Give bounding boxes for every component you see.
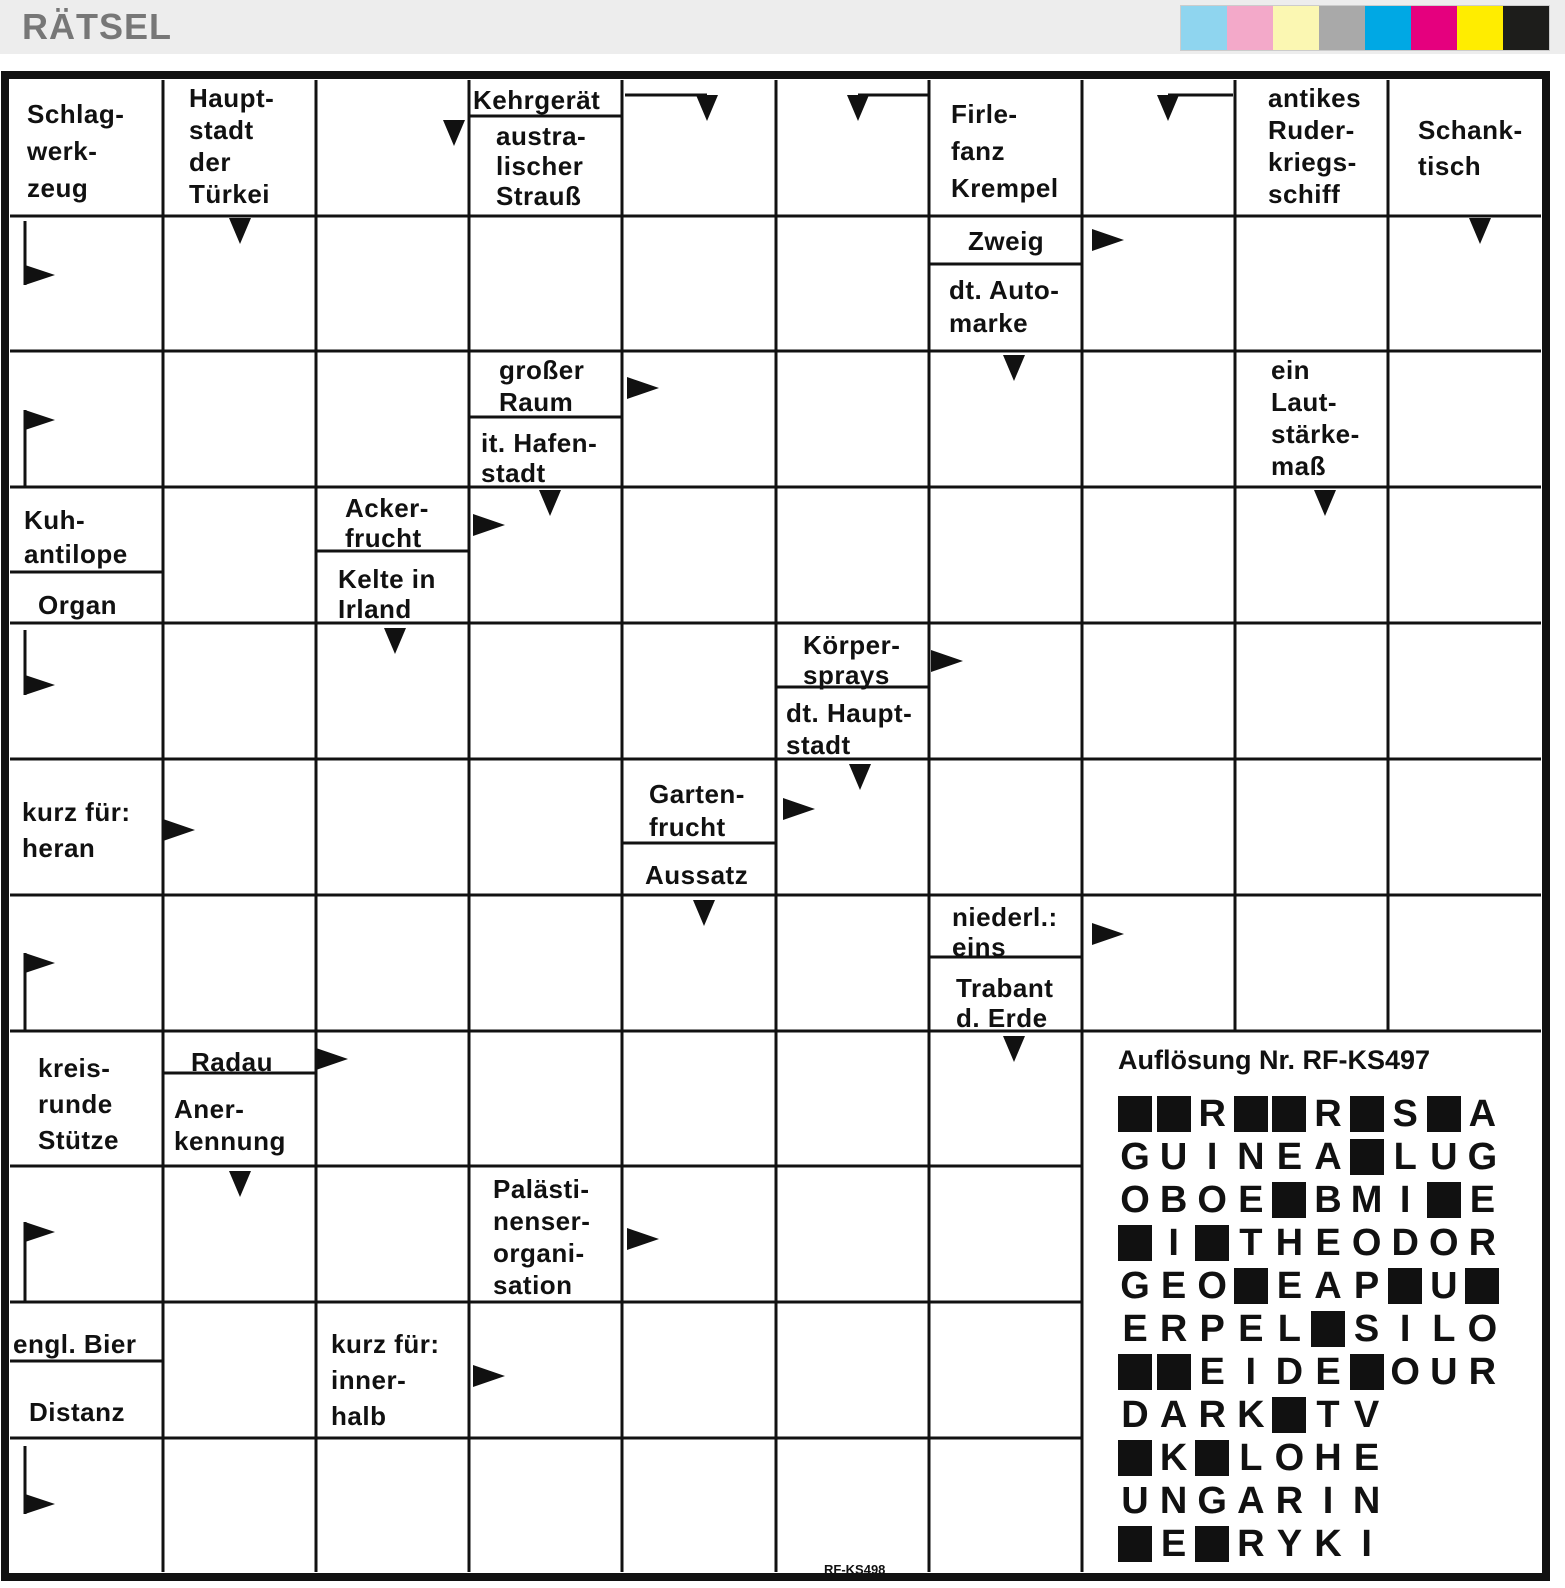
arrow-right-icon xyxy=(473,514,505,536)
solution-letter: R xyxy=(1468,1351,1497,1393)
solution-black-square xyxy=(1350,1139,1384,1175)
arrow-down-icon xyxy=(1314,490,1336,516)
solution-black-square xyxy=(1195,1526,1229,1562)
clue-palaestinenserorganisation: Palästi- nenser- organi- sation xyxy=(493,1174,591,1300)
clue-grosser-raum: großer Raum xyxy=(499,355,585,417)
solution-letter: U xyxy=(1430,1351,1458,1393)
solution-letter: A xyxy=(1314,1265,1342,1307)
clue-anerkennung: Aner- kennung xyxy=(174,1094,286,1156)
arrow-down-icon xyxy=(1003,1036,1025,1062)
solution-letter: I xyxy=(1322,1480,1334,1522)
arrow-down-icon xyxy=(849,764,871,790)
solution-black-square xyxy=(1118,1096,1152,1132)
solution-letter: E xyxy=(1122,1308,1148,1350)
arrow-bent-icon xyxy=(25,675,55,695)
arrow-right-icon xyxy=(931,650,963,672)
solution-black-square xyxy=(1234,1268,1268,1304)
solution-letter: O xyxy=(1467,1308,1498,1350)
solution-black-square xyxy=(1311,1311,1345,1347)
clue-lautstaerkemass: ein Laut- stärke- maß xyxy=(1271,355,1360,481)
clue-niederl-eins: niederl.: eins xyxy=(952,902,1058,962)
arrow-right-icon xyxy=(1092,923,1124,945)
solution-letter: H xyxy=(1314,1437,1342,1479)
solution-letter: E xyxy=(1276,1136,1303,1178)
solution-letter: R xyxy=(1198,1394,1226,1436)
solution-letter: U xyxy=(1430,1136,1458,1178)
solution-letter: T xyxy=(1239,1222,1263,1264)
solution-black-square xyxy=(1350,1354,1384,1390)
page-title: RÄTSEL xyxy=(22,6,172,47)
solution-black-square xyxy=(1118,1225,1152,1261)
solution-letter: O xyxy=(1120,1179,1150,1221)
clue-dt-hauptstadt: dt. Haupt- stadt xyxy=(786,698,913,760)
clue-kehrgeraet: Kehrgerät xyxy=(473,85,601,115)
solution-letter: E xyxy=(1199,1351,1225,1393)
solution-letter: V xyxy=(1353,1394,1380,1436)
solution-black-square xyxy=(1272,1096,1306,1132)
solution-letter: S xyxy=(1353,1308,1380,1350)
clue-kreisrunde-stuetze: kreis- runde Stütze xyxy=(38,1053,119,1155)
solution-letter: E xyxy=(1238,1308,1264,1350)
clue-schlagwerkzeug: Schlag- werk- zeug xyxy=(27,99,125,203)
arrow-down-icon xyxy=(696,95,718,121)
solution-letter: T xyxy=(1316,1394,1340,1436)
solution-letter: R xyxy=(1159,1308,1188,1350)
solution-black-square xyxy=(1157,1354,1191,1390)
solution-black-square xyxy=(1427,1182,1461,1218)
solution-letter: O xyxy=(1197,1265,1227,1307)
solution-letter: E xyxy=(1469,1179,1496,1221)
solution-black-square xyxy=(1234,1096,1268,1132)
clue-firlefanz: Firle- fanz Krempel xyxy=(951,99,1059,203)
solution-letter: P xyxy=(1199,1308,1225,1350)
solution-letter: N xyxy=(1352,1480,1381,1522)
solution-black-square xyxy=(1427,1096,1461,1132)
arrow-down-icon xyxy=(229,218,251,244)
solution-letter: Y xyxy=(1276,1523,1303,1565)
clue-australischer-strauss: austra- lischer Strauß xyxy=(496,121,587,211)
clue-hauptstadt-tuerkei: Haupt- stadt der Türkei xyxy=(189,83,275,209)
arrow-down-icon xyxy=(693,900,715,926)
solution-black-square xyxy=(1388,1268,1422,1304)
solution-letter: K xyxy=(1159,1437,1188,1479)
solution-letter: I xyxy=(1361,1523,1372,1565)
clue-aussatz: Aussatz xyxy=(645,860,749,890)
solution-black-square xyxy=(1272,1182,1306,1218)
arrow-down-icon xyxy=(229,1171,251,1197)
solution-letter: R xyxy=(1314,1093,1342,1135)
solution-black-square xyxy=(1118,1526,1152,1562)
solution-black-square xyxy=(1118,1354,1152,1390)
solution-letter: I xyxy=(1168,1222,1179,1264)
clue-schanktisch: Schank- tisch xyxy=(1418,115,1523,181)
arrow-right-icon xyxy=(627,1228,659,1250)
arrow-down-icon xyxy=(1469,218,1491,244)
solution-letter: A xyxy=(1237,1480,1265,1522)
clue-koerpersprays: Körper- sprays xyxy=(803,630,901,690)
solution-letter: N xyxy=(1237,1136,1265,1178)
solution-letter: D xyxy=(1275,1351,1304,1393)
clue-zweig: Zweig xyxy=(968,226,1045,256)
solution-letter: S xyxy=(1392,1093,1418,1135)
solution-letter: A xyxy=(1314,1136,1342,1178)
arrow-right-icon xyxy=(163,819,195,841)
solution-letter: R xyxy=(1237,1523,1265,1565)
solution-letter: O xyxy=(1197,1179,1227,1221)
solution-black-square xyxy=(1195,1440,1229,1476)
arrow-down-icon xyxy=(847,95,869,121)
solution-letter: K xyxy=(1237,1394,1265,1436)
solution-letter: E xyxy=(1315,1351,1341,1393)
arrow-bent-icon xyxy=(25,1494,55,1514)
solution-letter: G xyxy=(1467,1136,1498,1178)
solution-letter: G xyxy=(1120,1136,1150,1178)
solution-letter: L xyxy=(1432,1308,1456,1350)
solution-letter: H xyxy=(1275,1222,1304,1264)
solution-letter: E xyxy=(1353,1437,1380,1479)
clue-engl-bier: engl. Bier xyxy=(13,1329,137,1359)
solution-letter: E xyxy=(1276,1265,1303,1307)
solution-letter: R xyxy=(1468,1222,1497,1264)
solution-letter: O xyxy=(1274,1437,1305,1479)
clue-ackerfrucht: Acker- frucht xyxy=(345,493,429,553)
solution-letter: O xyxy=(1429,1222,1459,1264)
arrow-bent-icon xyxy=(25,953,55,973)
solution-letter: L xyxy=(1239,1437,1263,1479)
arrow-down-icon xyxy=(443,120,465,146)
solution-letter: P xyxy=(1353,1265,1380,1307)
solution-letter: A xyxy=(1468,1093,1497,1135)
solution-letter: G xyxy=(1120,1265,1150,1307)
solution-letter: R xyxy=(1275,1480,1304,1522)
arrow-right-icon xyxy=(473,1365,505,1387)
clue-organ: Organ xyxy=(38,590,118,620)
solution-letter: E xyxy=(1160,1523,1187,1565)
solution-letter: U xyxy=(1121,1480,1149,1522)
arrow-down-icon xyxy=(1003,355,1025,381)
solution-letter: A xyxy=(1159,1394,1188,1436)
solution-letter: L xyxy=(1277,1308,1301,1350)
clue-kurz-fuer-heran: kurz für: heran xyxy=(22,797,131,863)
solution-letter: O xyxy=(1351,1222,1382,1264)
solution-letter: M xyxy=(1350,1179,1383,1221)
solution-title: Auflösung Nr. RF-KS497 xyxy=(1118,1045,1431,1075)
solution-black-square xyxy=(1272,1397,1306,1433)
clue-radau: Radau xyxy=(191,1047,273,1077)
solution-letter: B xyxy=(1314,1179,1342,1221)
solution-letter: G xyxy=(1197,1480,1227,1522)
solution-black-square xyxy=(1350,1096,1384,1132)
arrow-right-icon xyxy=(316,1048,348,1070)
solution-letter: E xyxy=(1238,1179,1264,1221)
clue-gartenfrucht: Garten- frucht xyxy=(649,779,745,842)
solution-letter: I xyxy=(1399,1179,1411,1221)
solution-letter: K xyxy=(1314,1523,1342,1565)
arrow-right-icon xyxy=(783,798,815,820)
solution-letter: U xyxy=(1430,1265,1458,1307)
arrow-right-icon xyxy=(627,377,659,399)
solution-black-square xyxy=(1118,1440,1152,1476)
solution-letter: I xyxy=(1206,1136,1218,1178)
clue-kuhantilope: Kuh- antilope xyxy=(24,505,128,569)
arrow-bent-icon xyxy=(25,410,55,430)
solution-letter: L xyxy=(1393,1136,1417,1178)
solution-letter: N xyxy=(1159,1480,1188,1522)
arrow-right-icon xyxy=(1092,229,1124,251)
solution-letter: I xyxy=(1399,1308,1411,1350)
puzzle-code: RF-KS498 xyxy=(824,1562,886,1577)
solution-letter: E xyxy=(1315,1222,1341,1264)
solution-black-square xyxy=(1465,1268,1499,1304)
solution-letter: I xyxy=(1245,1351,1257,1393)
arrow-down-icon xyxy=(384,628,406,654)
solution-black-square xyxy=(1157,1096,1191,1132)
arrow-bent-icon xyxy=(25,1222,55,1242)
clue-it-hafenstadt: it. Hafen- stadt xyxy=(481,428,598,488)
solution-black-square xyxy=(1195,1225,1229,1261)
solution-letter: E xyxy=(1160,1265,1187,1307)
solution-letter: R xyxy=(1198,1093,1226,1135)
solution-letter: D xyxy=(1121,1394,1149,1436)
solution-letter: D xyxy=(1391,1222,1419,1264)
clue-kurz-fuer-innerhalb: kurz für: inner- halb xyxy=(331,1329,440,1431)
solution-letter: B xyxy=(1159,1179,1188,1221)
arrow-bent-icon xyxy=(25,265,55,285)
clue-distanz: Distanz xyxy=(29,1397,125,1427)
solution-letter: O xyxy=(1390,1351,1420,1393)
clue-trabant-d-erde: Trabant d. Erde xyxy=(956,973,1054,1033)
clue-dt-automarke: dt. Auto- marke xyxy=(949,275,1060,338)
clue-kelte-in-irland: Kelte in Irland xyxy=(338,564,436,624)
clue-antikes-ruderkriegsschiff: antikes Ruder- kriegs- schiff xyxy=(1268,83,1362,209)
solution-letter: U xyxy=(1159,1136,1188,1178)
arrow-down-icon xyxy=(539,490,561,516)
arrow-down-icon xyxy=(1157,95,1179,121)
